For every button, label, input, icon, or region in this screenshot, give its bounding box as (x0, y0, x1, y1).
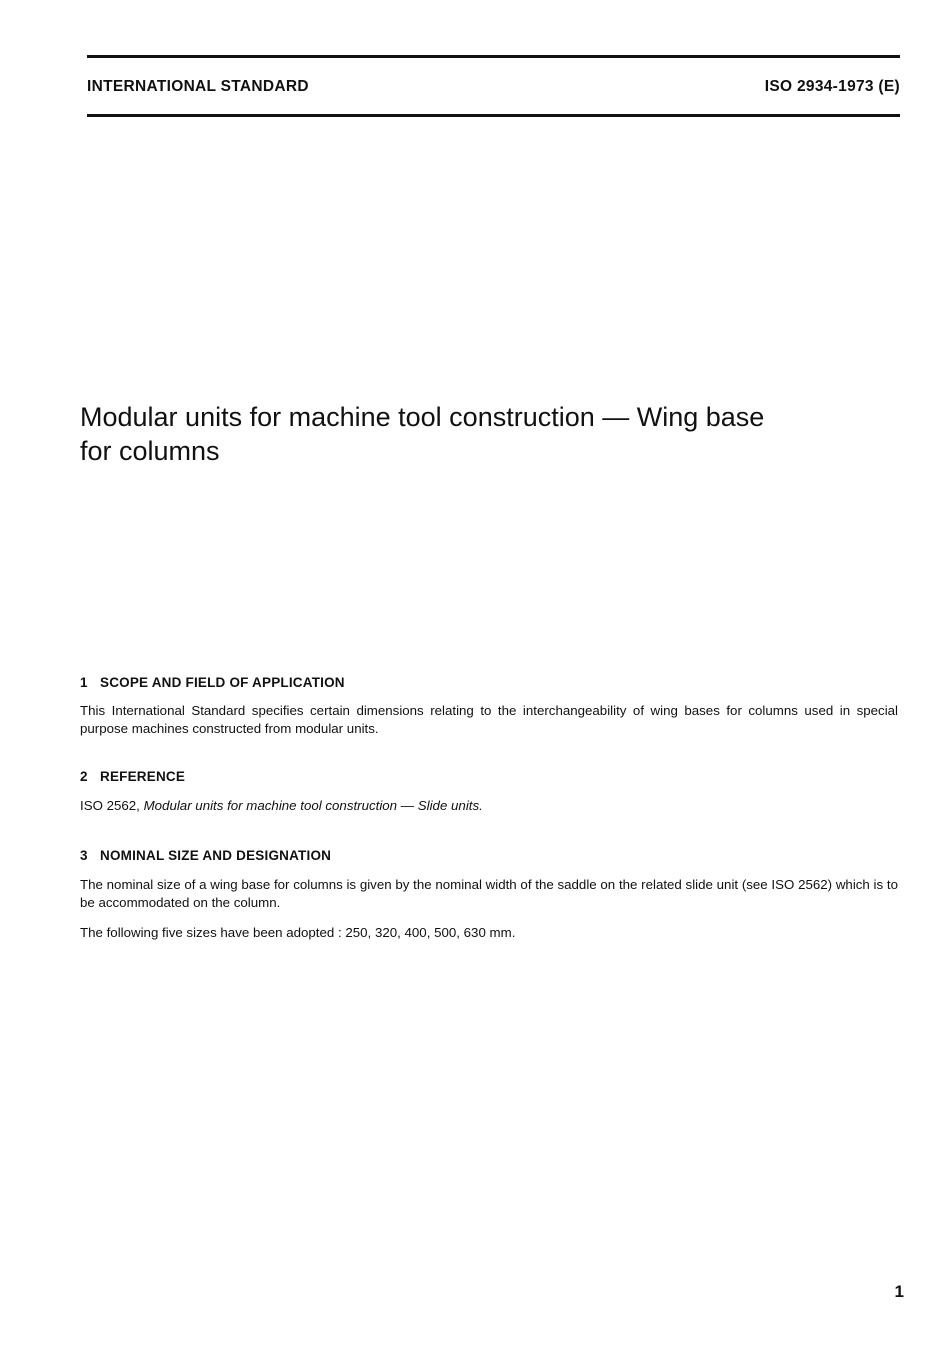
section-paragraph: The nominal size of a wing base for columns is given by the nominal width of the saddle on the related slide unit (see ISO 2562) which is to be accommodated on the column. (80, 877, 898, 910)
sizes-paragraph: The following five sizes have been adopted : 250, 320, 400, 500, 630 mm. (80, 925, 516, 940)
section-title: NOMINAL SIZE AND DESIGNATION (100, 848, 332, 863)
section-paragraph: This International Standard specifies certain dimensions relating to the interchangeability of wing bases for columns used in special purpose machines constructed from modular units. (80, 703, 898, 736)
reference-prefix: ISO 2562, (80, 798, 144, 813)
section-reference (80, 769, 898, 815)
section-nominal-size (80, 848, 898, 942)
section-number: 1 (80, 675, 88, 690)
standard-number: ISO 2934-1973 (E) (764, 78, 900, 95)
section-title: REFERENCE (100, 769, 186, 784)
document-title (80, 400, 880, 468)
section-heading (80, 769, 898, 784)
header-bottom-rule (87, 114, 900, 117)
reference-title: Modular units for machine tool construction — Slide units. (143, 798, 483, 813)
section-heading (80, 848, 898, 863)
title-line-2: for columns (80, 436, 220, 466)
title-line-1: Modular units for machine tool construction — Wing base (80, 402, 765, 432)
document-type-label: INTERNATIONAL STANDARD (87, 78, 309, 95)
section-title: SCOPE AND FIELD OF APPLICATION (100, 675, 345, 690)
section-heading (80, 675, 898, 690)
section-scope (80, 675, 898, 738)
section-number: 3 (80, 848, 88, 863)
section-number: 2 (80, 769, 88, 784)
header-top-rule (87, 55, 900, 58)
page-number: 1 (894, 1282, 904, 1301)
reference-paragraph (80, 797, 898, 815)
